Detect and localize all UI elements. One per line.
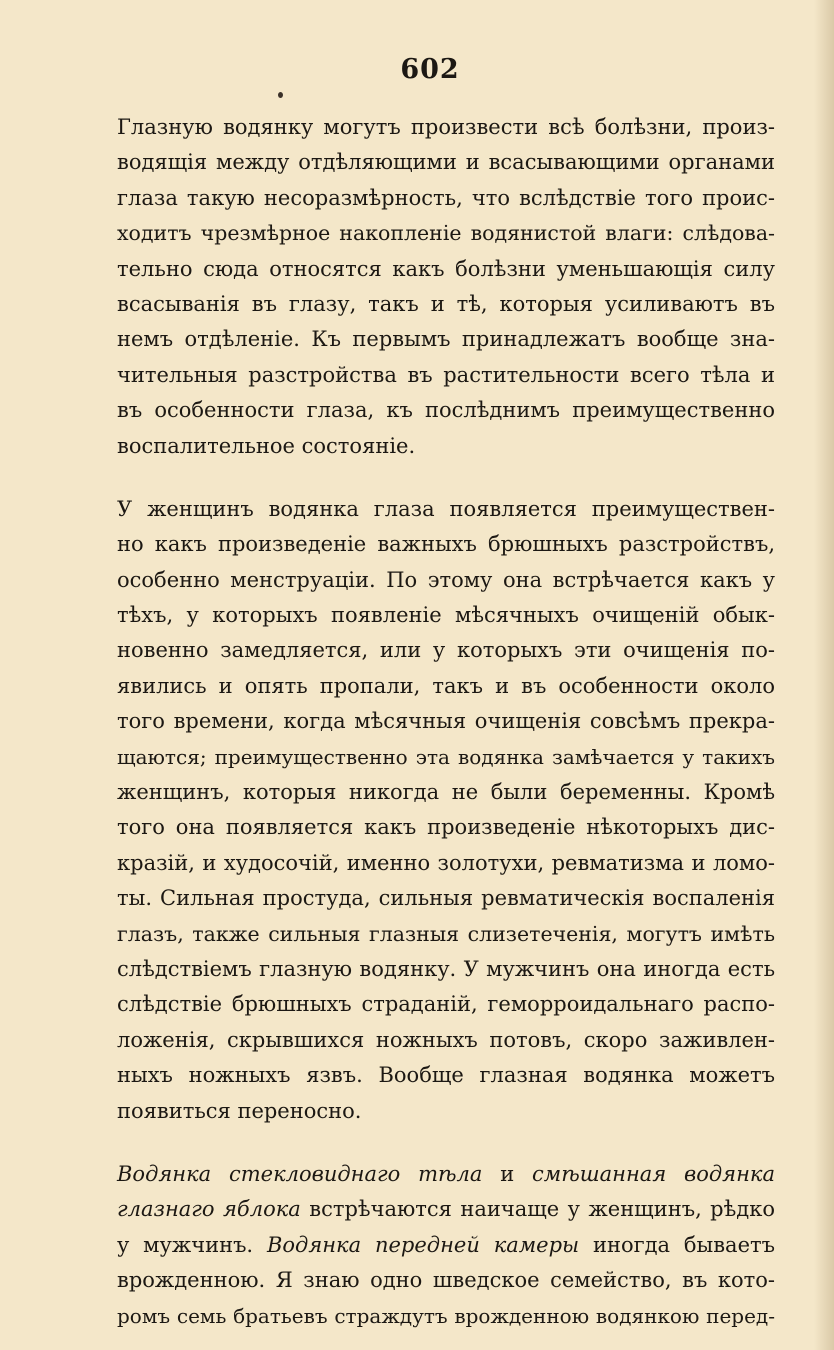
text-line: ходитъ чрезмѣрное накопленіе водянистой влаги: слѣдова- <box>117 221 775 246</box>
text-line: врожденною. Я знаю одно шведское семейство, въ кото- <box>117 1268 775 1293</box>
italic-term: смѣшанная водянка <box>532 1161 775 1186</box>
ink-dot <box>278 92 283 98</box>
text-line: новенно замедляется, или у которыхъ эти очищенія по- <box>117 638 775 663</box>
italic-term: Водянка стекловиднаго тѣла <box>117 1161 483 1186</box>
text-line: всасыванія въ глазу, такъ и тѣ, которыя усиливаютъ въ <box>117 291 775 316</box>
text-line: ромъ семь братьевъ страждутъ врожденною водянкою перед- <box>117 1303 775 1328</box>
text-line <box>117 1228 775 1263</box>
italic-term: глазнаго яблока <box>117 1197 301 1222</box>
text-line: немъ отдѣленіе. Къ первымъ принадлежатъ вообще зна- <box>117 327 775 352</box>
text-line: того она появляется какъ произведеніе нѣкоторыхъ дис- <box>117 815 775 840</box>
page-spine-shadow <box>814 0 834 1350</box>
paragraph-1 <box>117 110 775 464</box>
text-line: У женщинъ водянка глаза появляется преимуществен- <box>117 496 775 521</box>
page-text <box>117 110 775 1334</box>
text-line: особенно менструаціи. По этому она встрѣчается какъ у <box>117 567 775 592</box>
text-line: того времени, когда мѣсячныя очищенія совсѣмъ прекра- <box>117 709 775 734</box>
text-line: слѣдствіемъ глазную водянку. У мужчинъ она иногда есть <box>117 956 775 981</box>
text-line: женщинъ, которыя никогда не были беременны. Кромѣ <box>117 780 775 805</box>
text-run: и <box>482 1161 533 1186</box>
text-line: явились и опять пропали, такъ и въ особенности около <box>117 673 775 698</box>
text-line: глаза такую несоразмѣрность, что вслѣдствіе того проис- <box>117 185 775 210</box>
text-line: тельно сюда относятся какъ болѣзни уменьшающія силу <box>117 256 775 281</box>
page-number: 602 <box>400 54 460 85</box>
text-line <box>117 1157 775 1192</box>
text-run: встрѣчаются наичаще у женщинъ, рѣдко <box>300 1197 775 1222</box>
text-line: въ особенности глаза, къ послѣднимъ преимущественно <box>117 398 775 423</box>
text-line: Глазную водянку могутъ произвести всѣ болѣзни, произ- <box>117 115 775 139</box>
text-line: чительныя разстройства въ растительности всего тѣла и <box>117 362 775 387</box>
italic-term: Водянка передней камеры <box>266 1232 580 1257</box>
text-line: глазъ, также сильныя глазныя слизетеченія, могутъ имѣть <box>117 921 775 946</box>
text-run: у мужчинъ. <box>117 1232 267 1257</box>
text-line: воспалительное состояніе. <box>117 433 416 458</box>
text-line: ты. Сильная простуда, сильныя ревматическія воспаленія <box>117 886 775 911</box>
text-line: ложенія, скрывшихся ножныхъ потовъ, скоро заживлен- <box>117 1027 775 1052</box>
text-line: но какъ произведеніе важныхъ брюшныхъ разстройствъ, <box>117 532 775 557</box>
text-line: водящія между отдѣляющими и всасывающими органами <box>117 150 775 175</box>
text-line: щаются; преимущественно эта водянка замѣчается у такихъ <box>117 744 775 769</box>
paragraph-2 <box>117 492 775 1129</box>
text-run: иногда бываетъ <box>579 1232 775 1257</box>
text-line: ныхъ ножныхъ язвъ. Вообще глазная водянка можетъ <box>117 1063 775 1088</box>
paragraph-3 <box>117 1157 775 1334</box>
text-line: появиться переносно. <box>117 1098 362 1123</box>
text-line <box>117 1192 775 1227</box>
text-line: тѣхъ, у которыхъ появленіе мѣсячныхъ очищеній обык- <box>117 603 775 628</box>
text-line: кразій, и худосочій, именно золотухи, ревматизма и ломо- <box>117 850 775 875</box>
text-line: слѣдствіе брюшныхъ страданій, геморроидальнаго распо- <box>117 992 775 1017</box>
